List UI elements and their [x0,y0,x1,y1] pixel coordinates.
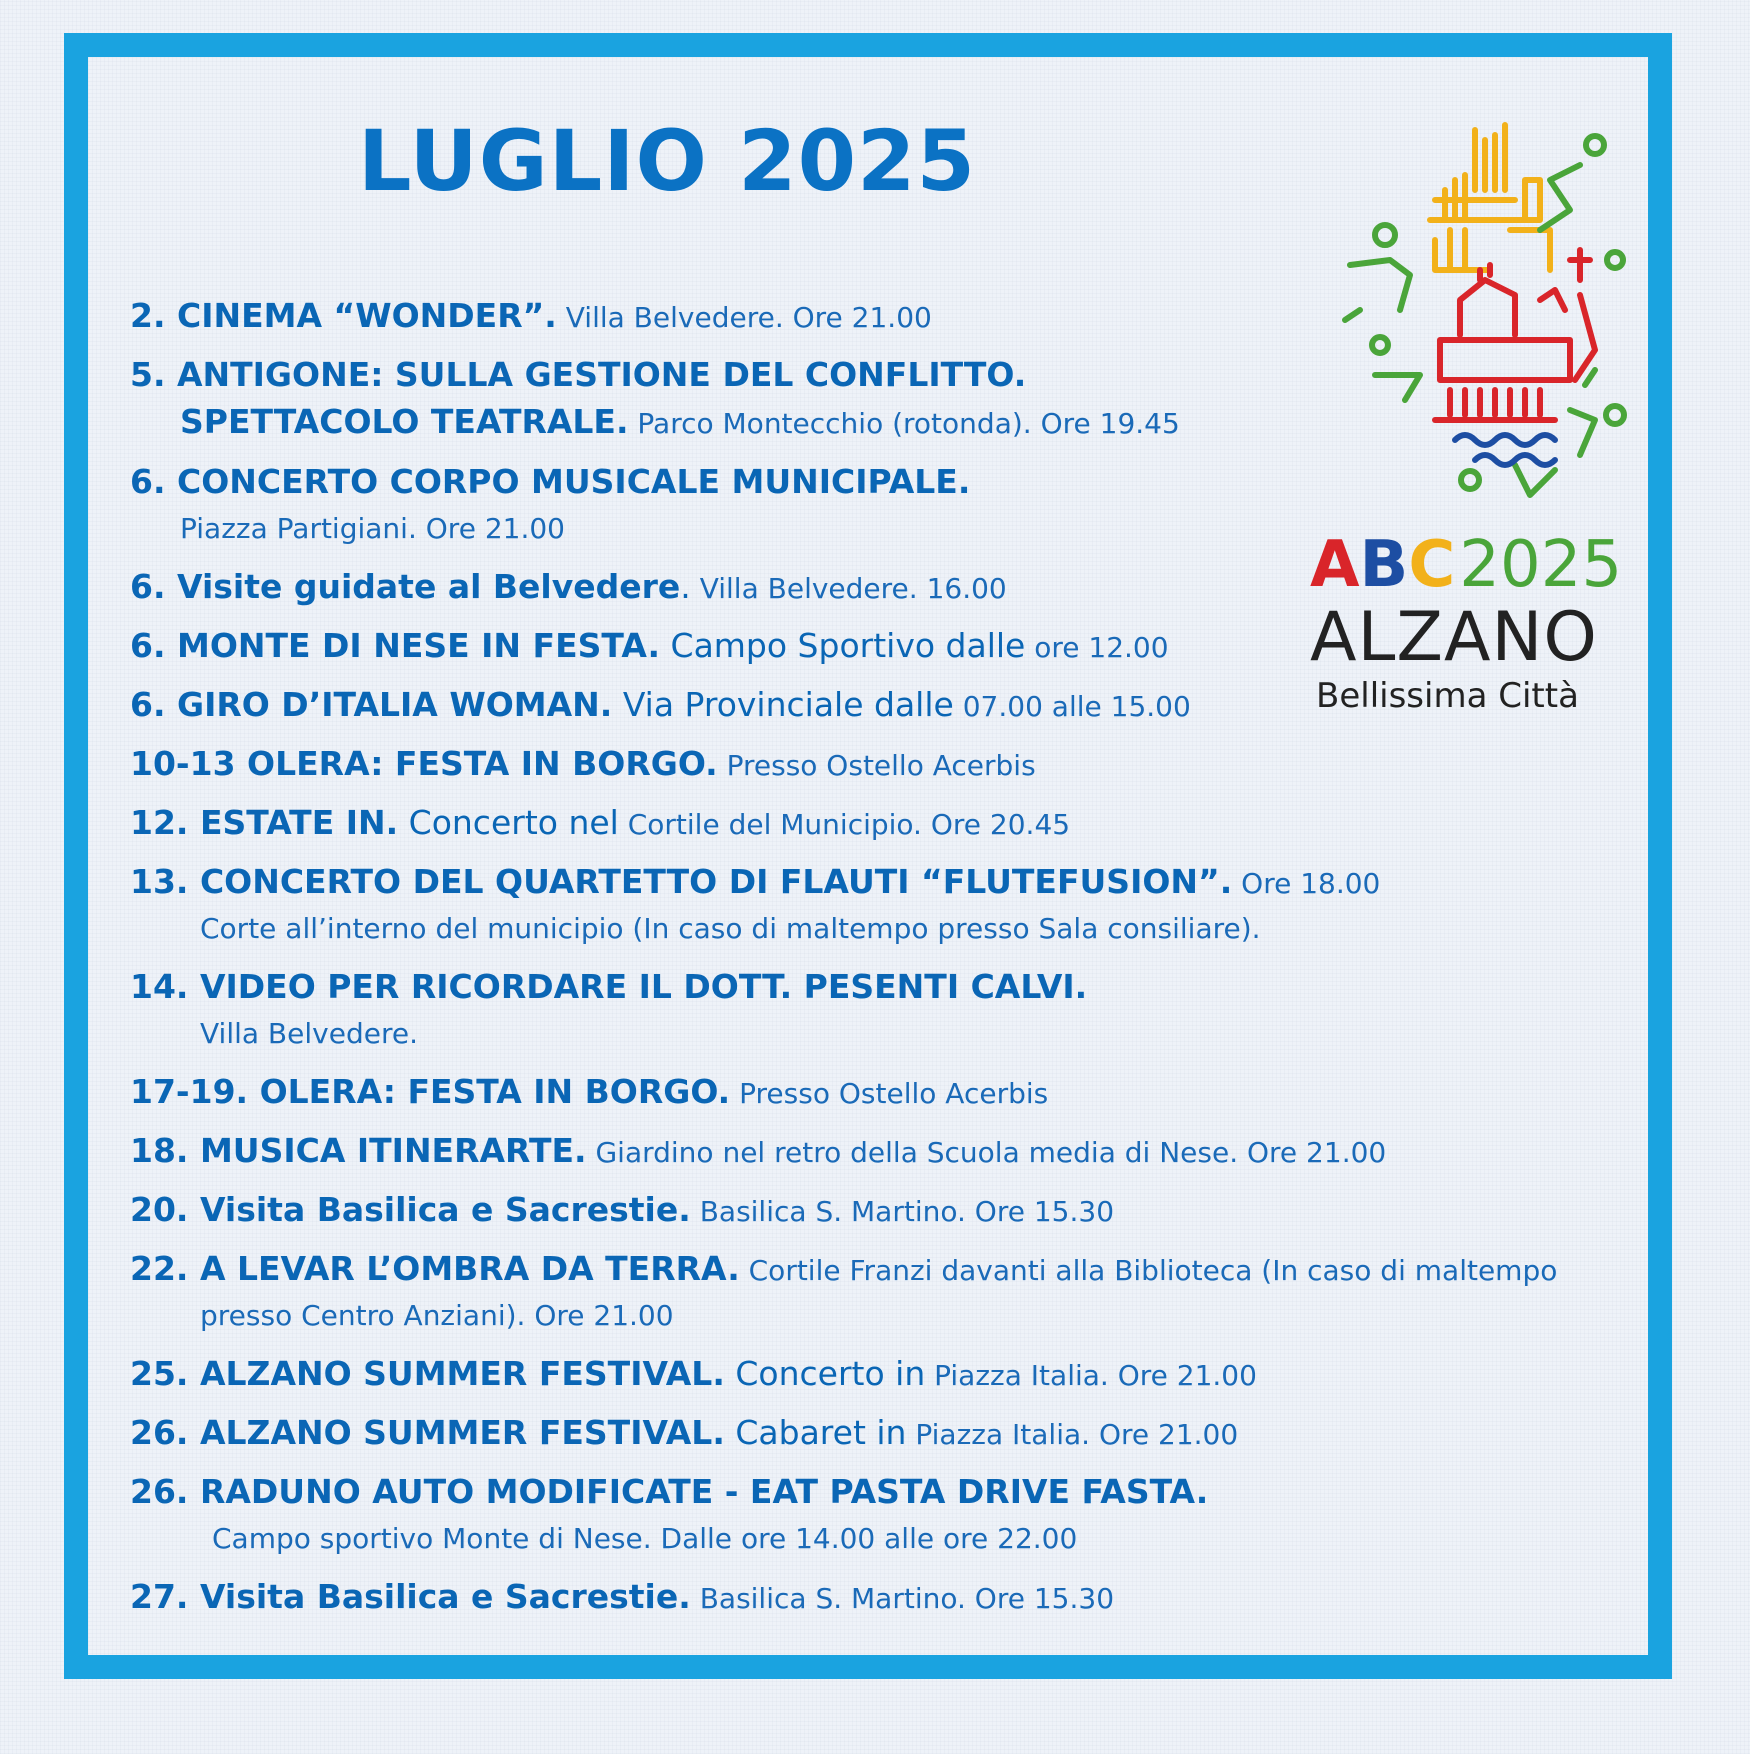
event-details: ore 12.00 [1025,631,1169,664]
brand-letter-c: C [1408,528,1456,602]
event-item [130,1190,1630,1236]
brand-letter-b: B [1359,528,1409,602]
event-details: Villa Belvedere. Ore 21.00 [556,301,932,334]
town-landmarks-illustration [1340,120,1640,510]
event-item [130,1354,1630,1400]
event-title: 18. MUSICA ITINERARTE. [130,1131,587,1170]
event-details: Campo sportivo Monte di Nese. Dalle ore 14.00 alle ore 22.00 [212,1522,1078,1555]
event-details: Presso Ostello Acerbis [730,1077,1049,1110]
page-title: LUGLIO 2025 [358,112,976,210]
brand-tagline: Bellissima Città [1316,676,1579,716]
event-title: 6. CONCERTO CORPO MUSICALE MUNICIPALE. [130,462,971,501]
event-details: Ore 18.00 [1232,867,1381,900]
event-item [130,1072,1630,1118]
brand-letter-a: A [1310,528,1360,602]
event-details: Presso Ostello Acerbis [717,749,1036,782]
event-item [130,1472,1630,1564]
brand-wordmark [1310,530,1650,716]
brand-city: ALZANO [1310,598,1598,677]
event-details: Cortile del Municipio. Ore 20.45 [618,808,1071,841]
event-details: Piazza Italia. Ore 21.00 [906,1418,1239,1451]
event-title: 6. Visite guidate al Belvedere [130,567,681,606]
event-details-continued: presso Centro Anziani). Ore 21.00 [200,1299,674,1332]
event-subtitle: Concerto in [724,1354,926,1393]
event-details: Villa Belvedere. [200,1017,418,1050]
event-subtitle: Campo Sportivo dalle [660,626,1026,665]
event-title-continued: SPETTACOLO TEATRALE. [180,402,629,441]
event-title: 27. Visita Basilica e Sacrestie. [130,1577,691,1616]
event-title: 14. VIDEO PER RICORDARE IL DOTT. PESENTI CALVI. [130,967,1088,1006]
event-details: Villa Belvedere. 16.00 [690,572,1007,605]
event-details: Basilica S. Martino. Ore 15.30 [690,1582,1115,1615]
event-item [130,1413,1630,1459]
event-subtitle: . [680,567,691,606]
event-title: 2. CINEMA “WONDER”. [130,296,557,335]
event-details: Giardino nel retro della Scuola media di Nese. Ore 21.00 [586,1136,1387,1169]
event-title: 13. CONCERTO DEL QUARTETTO DI FLAUTI “FLUTEFUSION”. [130,862,1233,901]
brand-year: 2025 [1459,528,1623,602]
event-title: 17-19. OLERA: FESTA IN BORGO. [130,1072,731,1111]
event-details-continued: Corte all’interno del municipio (In caso di maltempo presso Sala consiliare). [200,912,1261,945]
event-title: 6. MONTE DI NESE IN FESTA. [130,626,661,665]
event-item [130,1249,1630,1341]
event-details: Piazza Italia. Ore 21.00 [925,1359,1257,1392]
brand-abc2025 [1310,530,1650,600]
event-details: 07.00 alle 15.00 [953,690,1191,723]
event-item [130,744,1630,790]
event-subtitle: Cabaret in [724,1413,907,1452]
event-subtitle: Concerto nel [398,803,619,842]
event-title: 10-13 OLERA: FESTA IN BORGO. [130,744,718,783]
event-title: 12. ESTATE IN. [130,803,399,842]
event-title: 6. GIRO D’ITALIA WOMAN. [130,685,613,724]
event-item [130,967,1630,1059]
event-title: 26. ALZANO SUMMER FESTIVAL. [130,1413,725,1452]
event-subtitle: Via Provinciale dalle [612,685,954,724]
event-title: 22. A LEVAR L’OMBRA DA TERRA. [130,1249,740,1288]
event-item [130,1131,1630,1177]
abc2025-logo [1310,120,1650,740]
event-details: Parco Montecchio (rotonda). Ore 19.45 [628,407,1180,440]
event-item [130,1577,1630,1623]
event-title: 25. ALZANO SUMMER FESTIVAL. [130,1354,725,1393]
event-title: 26. RADUNO AUTO MODIFICATE - EAT PASTA DRIVE FASTA. [130,1472,1209,1511]
event-details: Basilica S. Martino. Ore 15.30 [690,1195,1115,1228]
event-item [130,803,1630,849]
event-title: 5. ANTIGONE: SULLA GESTIONE DEL CONFLITTO. [130,355,1027,394]
event-item [130,862,1630,954]
event-details: Cortile Franzi davanti alla Biblioteca (In caso di maltempo [739,1254,1558,1287]
event-details: Piazza Partigiani. Ore 21.00 [180,512,565,545]
event-title: 20. Visita Basilica e Sacrestie. [130,1190,691,1229]
